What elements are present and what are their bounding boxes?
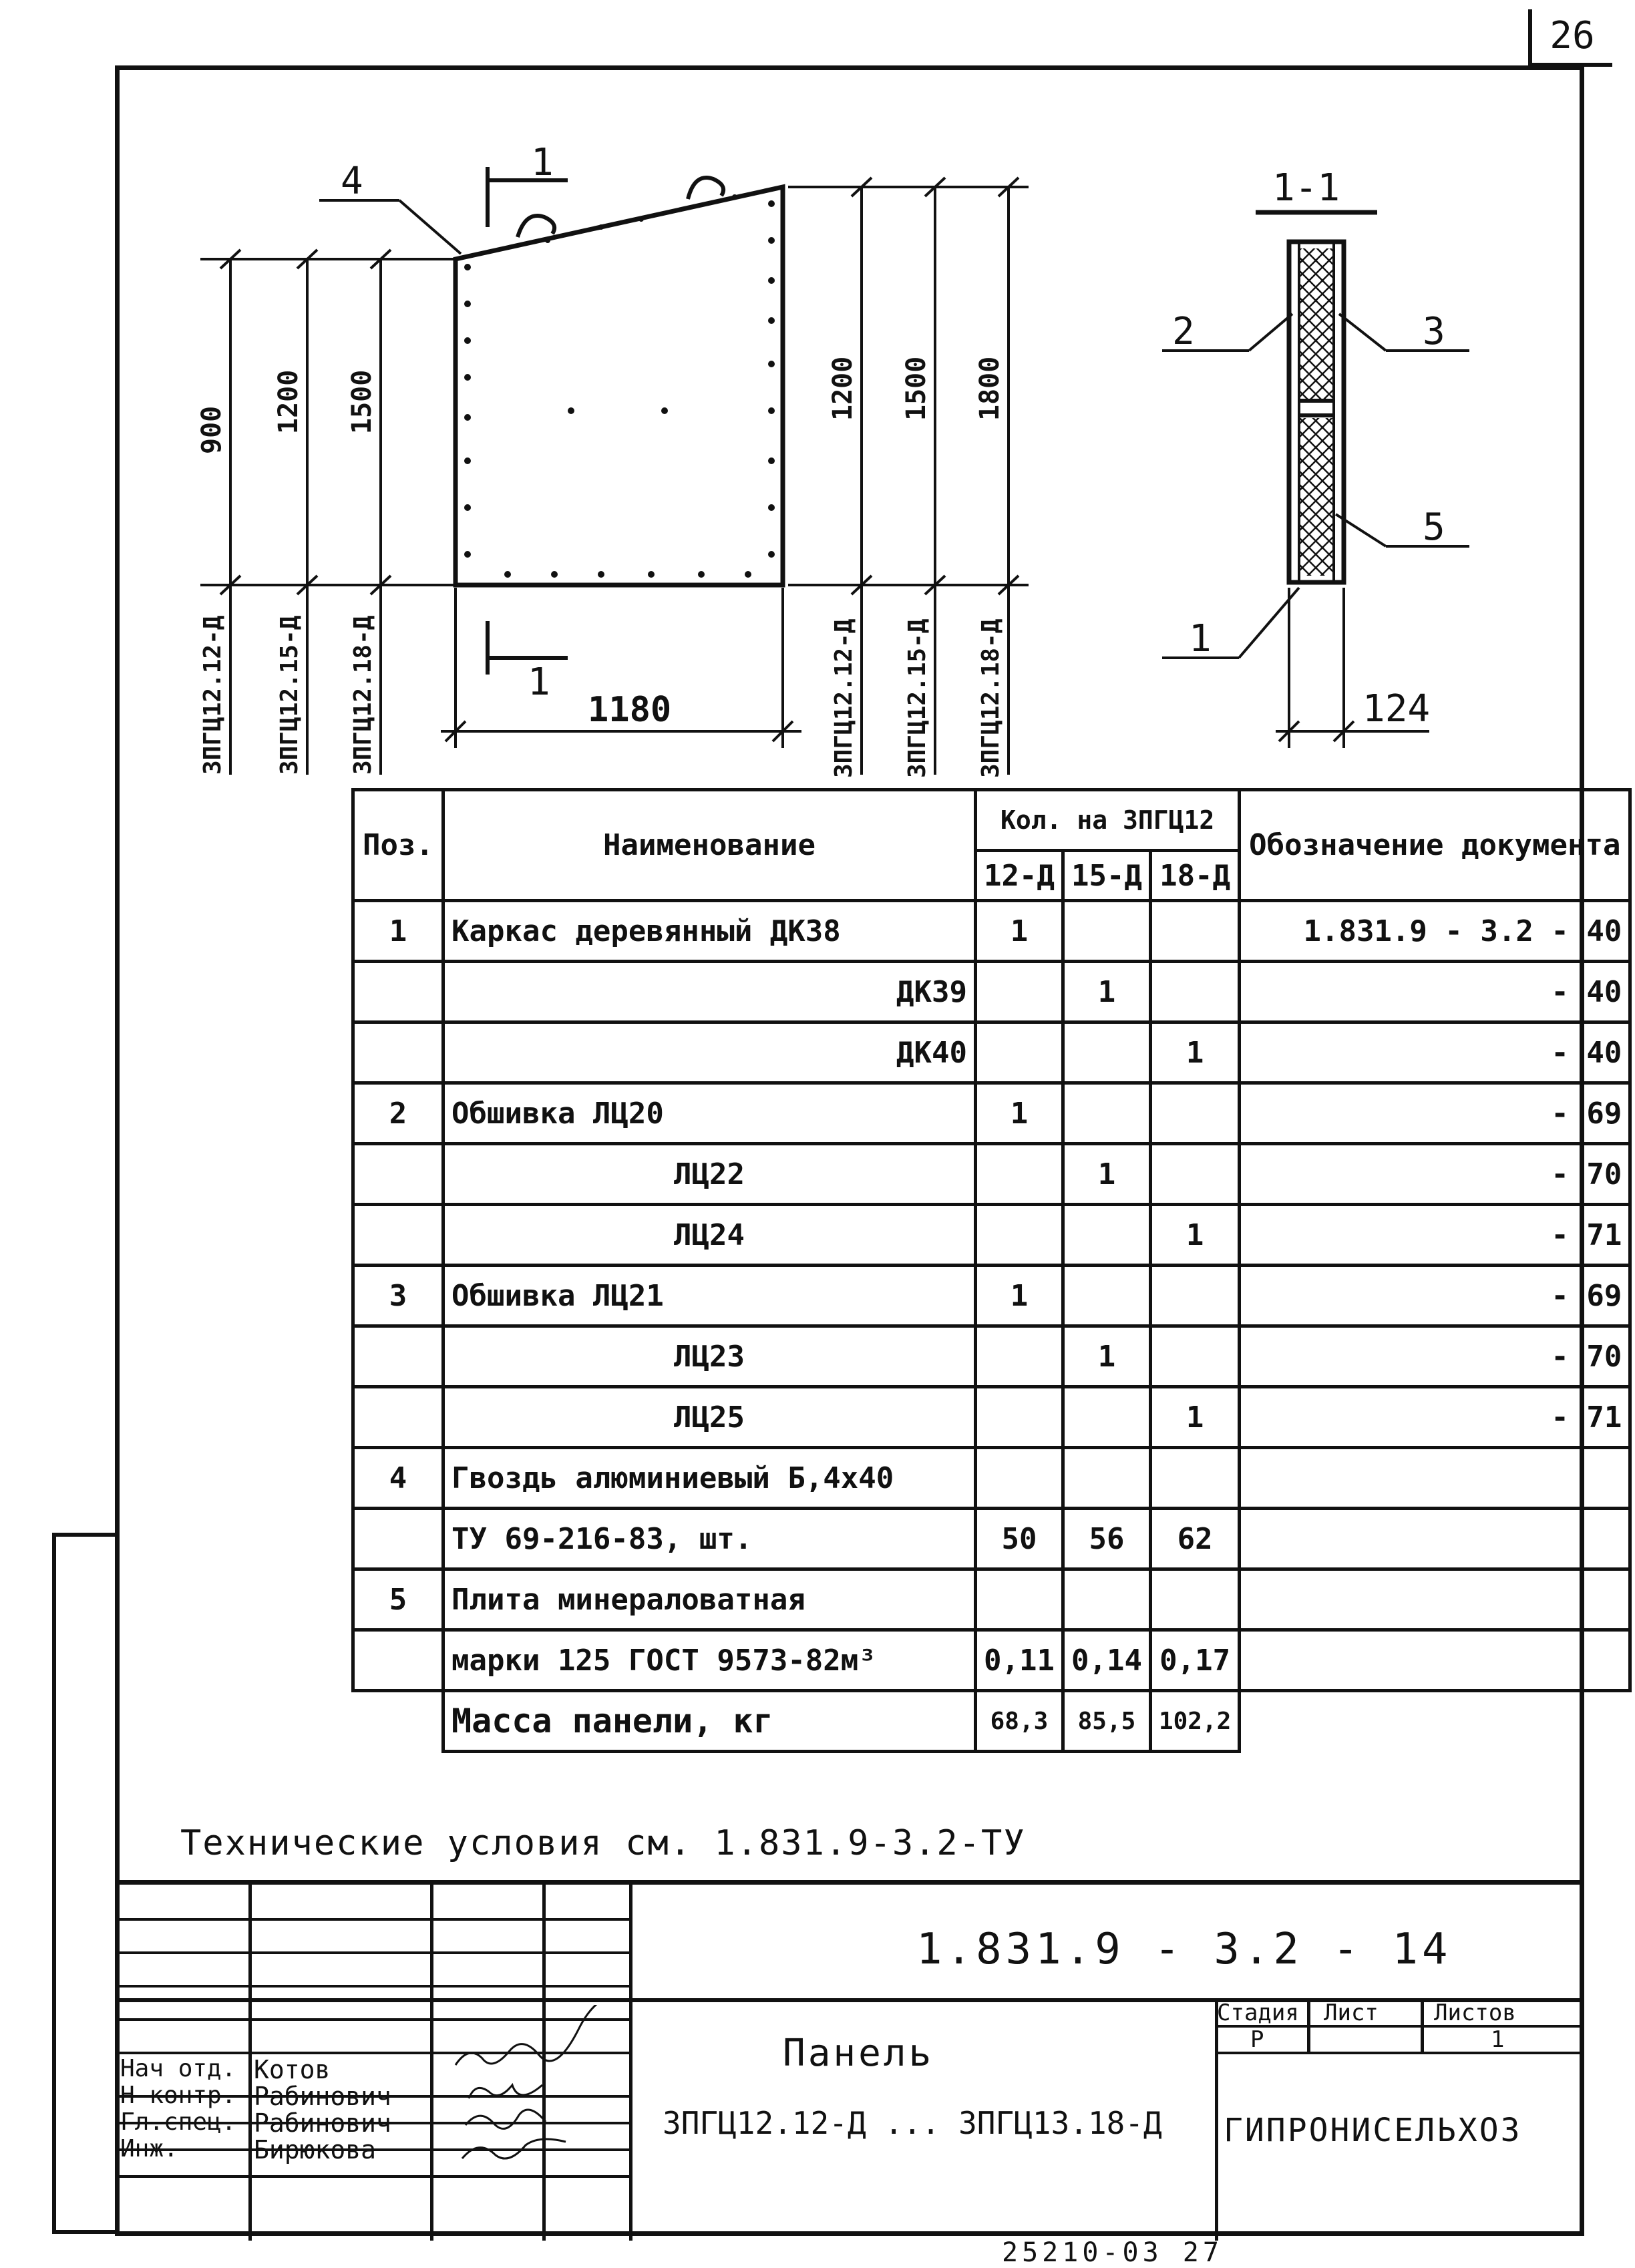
row-qty-12 — [976, 1326, 1063, 1387]
row-doc: 1.831.9 - 3.2 - 40 — [1240, 901, 1630, 962]
mark-left-2: 3ПГЦ12.15-Д — [276, 615, 303, 775]
signer-name-1: Котов — [254, 2055, 331, 2084]
table-row — [353, 1326, 1630, 1387]
row-pos: 3 — [353, 1266, 443, 1326]
table-row — [353, 1144, 1630, 1205]
row-qty-15 — [1063, 901, 1150, 962]
header-qty-12: 12-Д — [976, 851, 1063, 901]
panel-marks-range: 3ПГЦ12.12-Д ... 3ПГЦ13.18-Д — [663, 2105, 1162, 2141]
row-qty-15 — [1063, 1387, 1150, 1448]
table-row — [353, 901, 1630, 962]
row-pos — [353, 1205, 443, 1266]
row-qty-12: 50 — [976, 1509, 1063, 1569]
mark-left-3: 3ПГЦ12.18-Д — [349, 615, 377, 775]
row-qty-15: 1 — [1063, 1144, 1150, 1205]
signer-name-4: Бирюкова — [254, 2135, 377, 2164]
row-name: ЛЦ24 — [443, 1205, 976, 1266]
specification-table — [351, 788, 1632, 1753]
row-qty-18: 1 — [1150, 1022, 1239, 1083]
row-qty-18: 1 — [1150, 1387, 1239, 1448]
row-doc: - 71 — [1240, 1387, 1630, 1448]
row-qty-18 — [1150, 1569, 1239, 1630]
row-qty-15: 56 — [1063, 1509, 1150, 1569]
row-qty-15 — [1063, 1266, 1150, 1326]
signer-name-2: Рабинович — [254, 2082, 391, 2111]
signer-name-3: Рабинович — [254, 2108, 391, 2138]
row-pos: 4 — [353, 1448, 443, 1509]
dim-1200-left: 1200 — [273, 369, 304, 434]
section-label-3: 3 — [1423, 310, 1445, 353]
row-pos — [353, 1509, 443, 1569]
row-qty-12: 0,11 — [976, 1630, 1063, 1691]
header-qty-18: 18-Д — [1150, 851, 1239, 901]
mass-12: 68,3 — [976, 1691, 1063, 1752]
table-row — [353, 1205, 1630, 1266]
dim-1800-right: 1800 — [974, 356, 1005, 421]
sheet-label: Лист — [1324, 2000, 1379, 2026]
table-row — [353, 1266, 1630, 1326]
mass-empty-cell — [353, 1691, 443, 1752]
table-row — [353, 1022, 1630, 1083]
stage-label: Стадия — [1217, 2000, 1299, 2026]
row-name: Гвоздь алюминиевый Б,4х40 — [443, 1448, 976, 1509]
row-qty-18 — [1150, 1083, 1239, 1144]
stage-value: Р — [1250, 2026, 1264, 2053]
row-qty-15: 1 — [1063, 962, 1150, 1022]
header-name: Наименование — [443, 790, 976, 901]
row-qty-15: 0,14 — [1063, 1630, 1150, 1691]
row-name: ДК39 — [443, 962, 976, 1022]
table-row — [353, 1448, 1630, 1509]
row-pos — [353, 1630, 443, 1691]
row-qty-18: 1 — [1150, 1205, 1239, 1266]
row-qty-12 — [976, 1022, 1063, 1083]
row-qty-18: 62 — [1150, 1509, 1239, 1569]
row-qty-12 — [976, 1205, 1063, 1266]
row-qty-15 — [1063, 1569, 1150, 1630]
section-title: 1-1 — [1272, 166, 1340, 210]
table-row — [353, 1083, 1630, 1144]
row-doc: - 69 — [1240, 1083, 1630, 1144]
row-qty-18 — [1150, 1266, 1239, 1326]
row-qty-12: 1 — [976, 1266, 1063, 1326]
header-qty-15: 15-Д — [1063, 851, 1150, 901]
row-qty-15: 1 — [1063, 1326, 1150, 1387]
row-name: ДК40 — [443, 1022, 976, 1083]
row-qty-12 — [976, 1569, 1063, 1630]
row-doc: - 71 — [1240, 1205, 1630, 1266]
row-doc: - 70 — [1240, 1144, 1630, 1205]
dim-124: 124 — [1362, 687, 1431, 731]
signer-role-2: Н контр. — [120, 2082, 236, 2109]
mark-left-1: 3ПГЦ12.12-Д — [199, 615, 226, 775]
table-row — [353, 1569, 1630, 1630]
row-qty-12: 1 — [976, 901, 1063, 962]
panel-outline — [456, 187, 783, 585]
table-row — [353, 1630, 1630, 1691]
row-qty-12: 1 — [976, 1083, 1063, 1144]
row-qty-15 — [1063, 1205, 1150, 1266]
title-block — [115, 1880, 1584, 2241]
dim-1500-right: 1500 — [901, 356, 932, 421]
row-qty-18 — [1150, 1448, 1239, 1509]
mass-15: 85,5 — [1063, 1691, 1150, 1752]
row-pos — [353, 1144, 443, 1205]
row-qty-12 — [976, 1448, 1063, 1509]
section-label-5: 5 — [1423, 506, 1445, 549]
row-qty-18 — [1150, 1326, 1239, 1387]
row-qty-15 — [1063, 1448, 1150, 1509]
cut-label-bottom: 1 — [528, 660, 550, 704]
signer-role-1: Нач отд. — [120, 2055, 236, 2082]
archive-number: 25210-03 27 — [1002, 2237, 1223, 2268]
mark-right-1: 3ПГЦ12.12-Д — [830, 618, 858, 778]
header-qty: Кол. на 3ПГЦ12 — [976, 790, 1240, 851]
row-qty-18 — [1150, 1144, 1239, 1205]
row-qty-18: 0,17 — [1150, 1630, 1239, 1691]
row-name: Обшивка ЛЦ20 — [443, 1083, 976, 1144]
technical-conditions-note: Технические условия см. 1.831.9-3.2-ТУ — [180, 1823, 1026, 1863]
row-pos — [353, 1326, 443, 1387]
row-doc — [1240, 1630, 1630, 1691]
table-row — [353, 1509, 1630, 1569]
row-name: ЛЦ23 — [443, 1326, 976, 1387]
sheets-label: Листов — [1434, 2000, 1516, 2026]
row-name: Каркас деревянный ДК38 — [443, 901, 976, 962]
row-pos — [353, 962, 443, 1022]
row-qty-18 — [1150, 962, 1239, 1022]
row-name: марки 125 ГОСТ 9573-82м³ — [443, 1630, 976, 1691]
row-name: Плита минераловатная — [443, 1569, 976, 1630]
table-row — [353, 962, 1630, 1022]
handwritten-signatures — [435, 2005, 689, 2179]
header-doc: Обозначение документа — [1240, 790, 1630, 901]
row-name: Обшивка ЛЦ21 — [443, 1266, 976, 1326]
page-number: 26 — [1528, 9, 1612, 67]
sheets-value: 1 — [1491, 2026, 1505, 2053]
row-doc — [1240, 1448, 1630, 1509]
dim-1500-left: 1500 — [347, 369, 377, 434]
row-qty-12 — [976, 1387, 1063, 1448]
row-doc — [1240, 1569, 1630, 1630]
row-pos: 1 — [353, 901, 443, 962]
signer-role-4: Инж. — [120, 2135, 178, 2162]
row-qty-12 — [976, 1144, 1063, 1205]
row-qty-18 — [1150, 901, 1239, 962]
section-label-2: 2 — [1172, 310, 1195, 353]
mass-label: Масса панели, кг — [443, 1691, 976, 1752]
dim-900: 900 — [196, 405, 227, 454]
row-doc — [1240, 1509, 1630, 1569]
mass-doc-empty — [1240, 1691, 1630, 1752]
panel-title: Панель — [783, 2032, 934, 2075]
section-label-1: 1 — [1189, 617, 1212, 660]
row-doc: - 40 — [1240, 1022, 1630, 1083]
organization: ГИПРОНИСЕЛЬХОЗ — [1224, 2112, 1522, 2149]
row-pos — [353, 1022, 443, 1083]
mass-18: 102,2 — [1150, 1691, 1239, 1752]
mark-right-2: 3ПГЦ12.15-Д — [904, 618, 931, 778]
row-doc: - 69 — [1240, 1266, 1630, 1326]
row-name: ЛЦ22 — [443, 1144, 976, 1205]
mark-right-3: 3ПГЦ12.18-Д — [977, 618, 1005, 778]
row-name: ЛЦ25 — [443, 1387, 976, 1448]
cut-label-top: 1 — [531, 141, 554, 184]
signer-role-3: Гл.спец. — [120, 2108, 236, 2136]
document-number: 1.831.9 - 3.2 - 14 — [916, 1925, 1452, 1974]
row-pos — [353, 1387, 443, 1448]
row-doc: - 40 — [1240, 962, 1630, 1022]
row-pos: 5 — [353, 1569, 443, 1630]
row-name: ТУ 69-216-83, шт. — [443, 1509, 976, 1569]
header-pos: Поз. — [353, 790, 443, 901]
row-qty-15 — [1063, 1083, 1150, 1144]
position-4-label: 4 — [341, 160, 363, 203]
dim-1200-right: 1200 — [828, 356, 858, 421]
dim-1180: 1180 — [588, 690, 672, 730]
table-row — [353, 1387, 1630, 1448]
row-qty-12 — [976, 962, 1063, 1022]
row-pos: 2 — [353, 1083, 443, 1144]
row-qty-15 — [1063, 1022, 1150, 1083]
row-doc: - 70 — [1240, 1326, 1630, 1387]
